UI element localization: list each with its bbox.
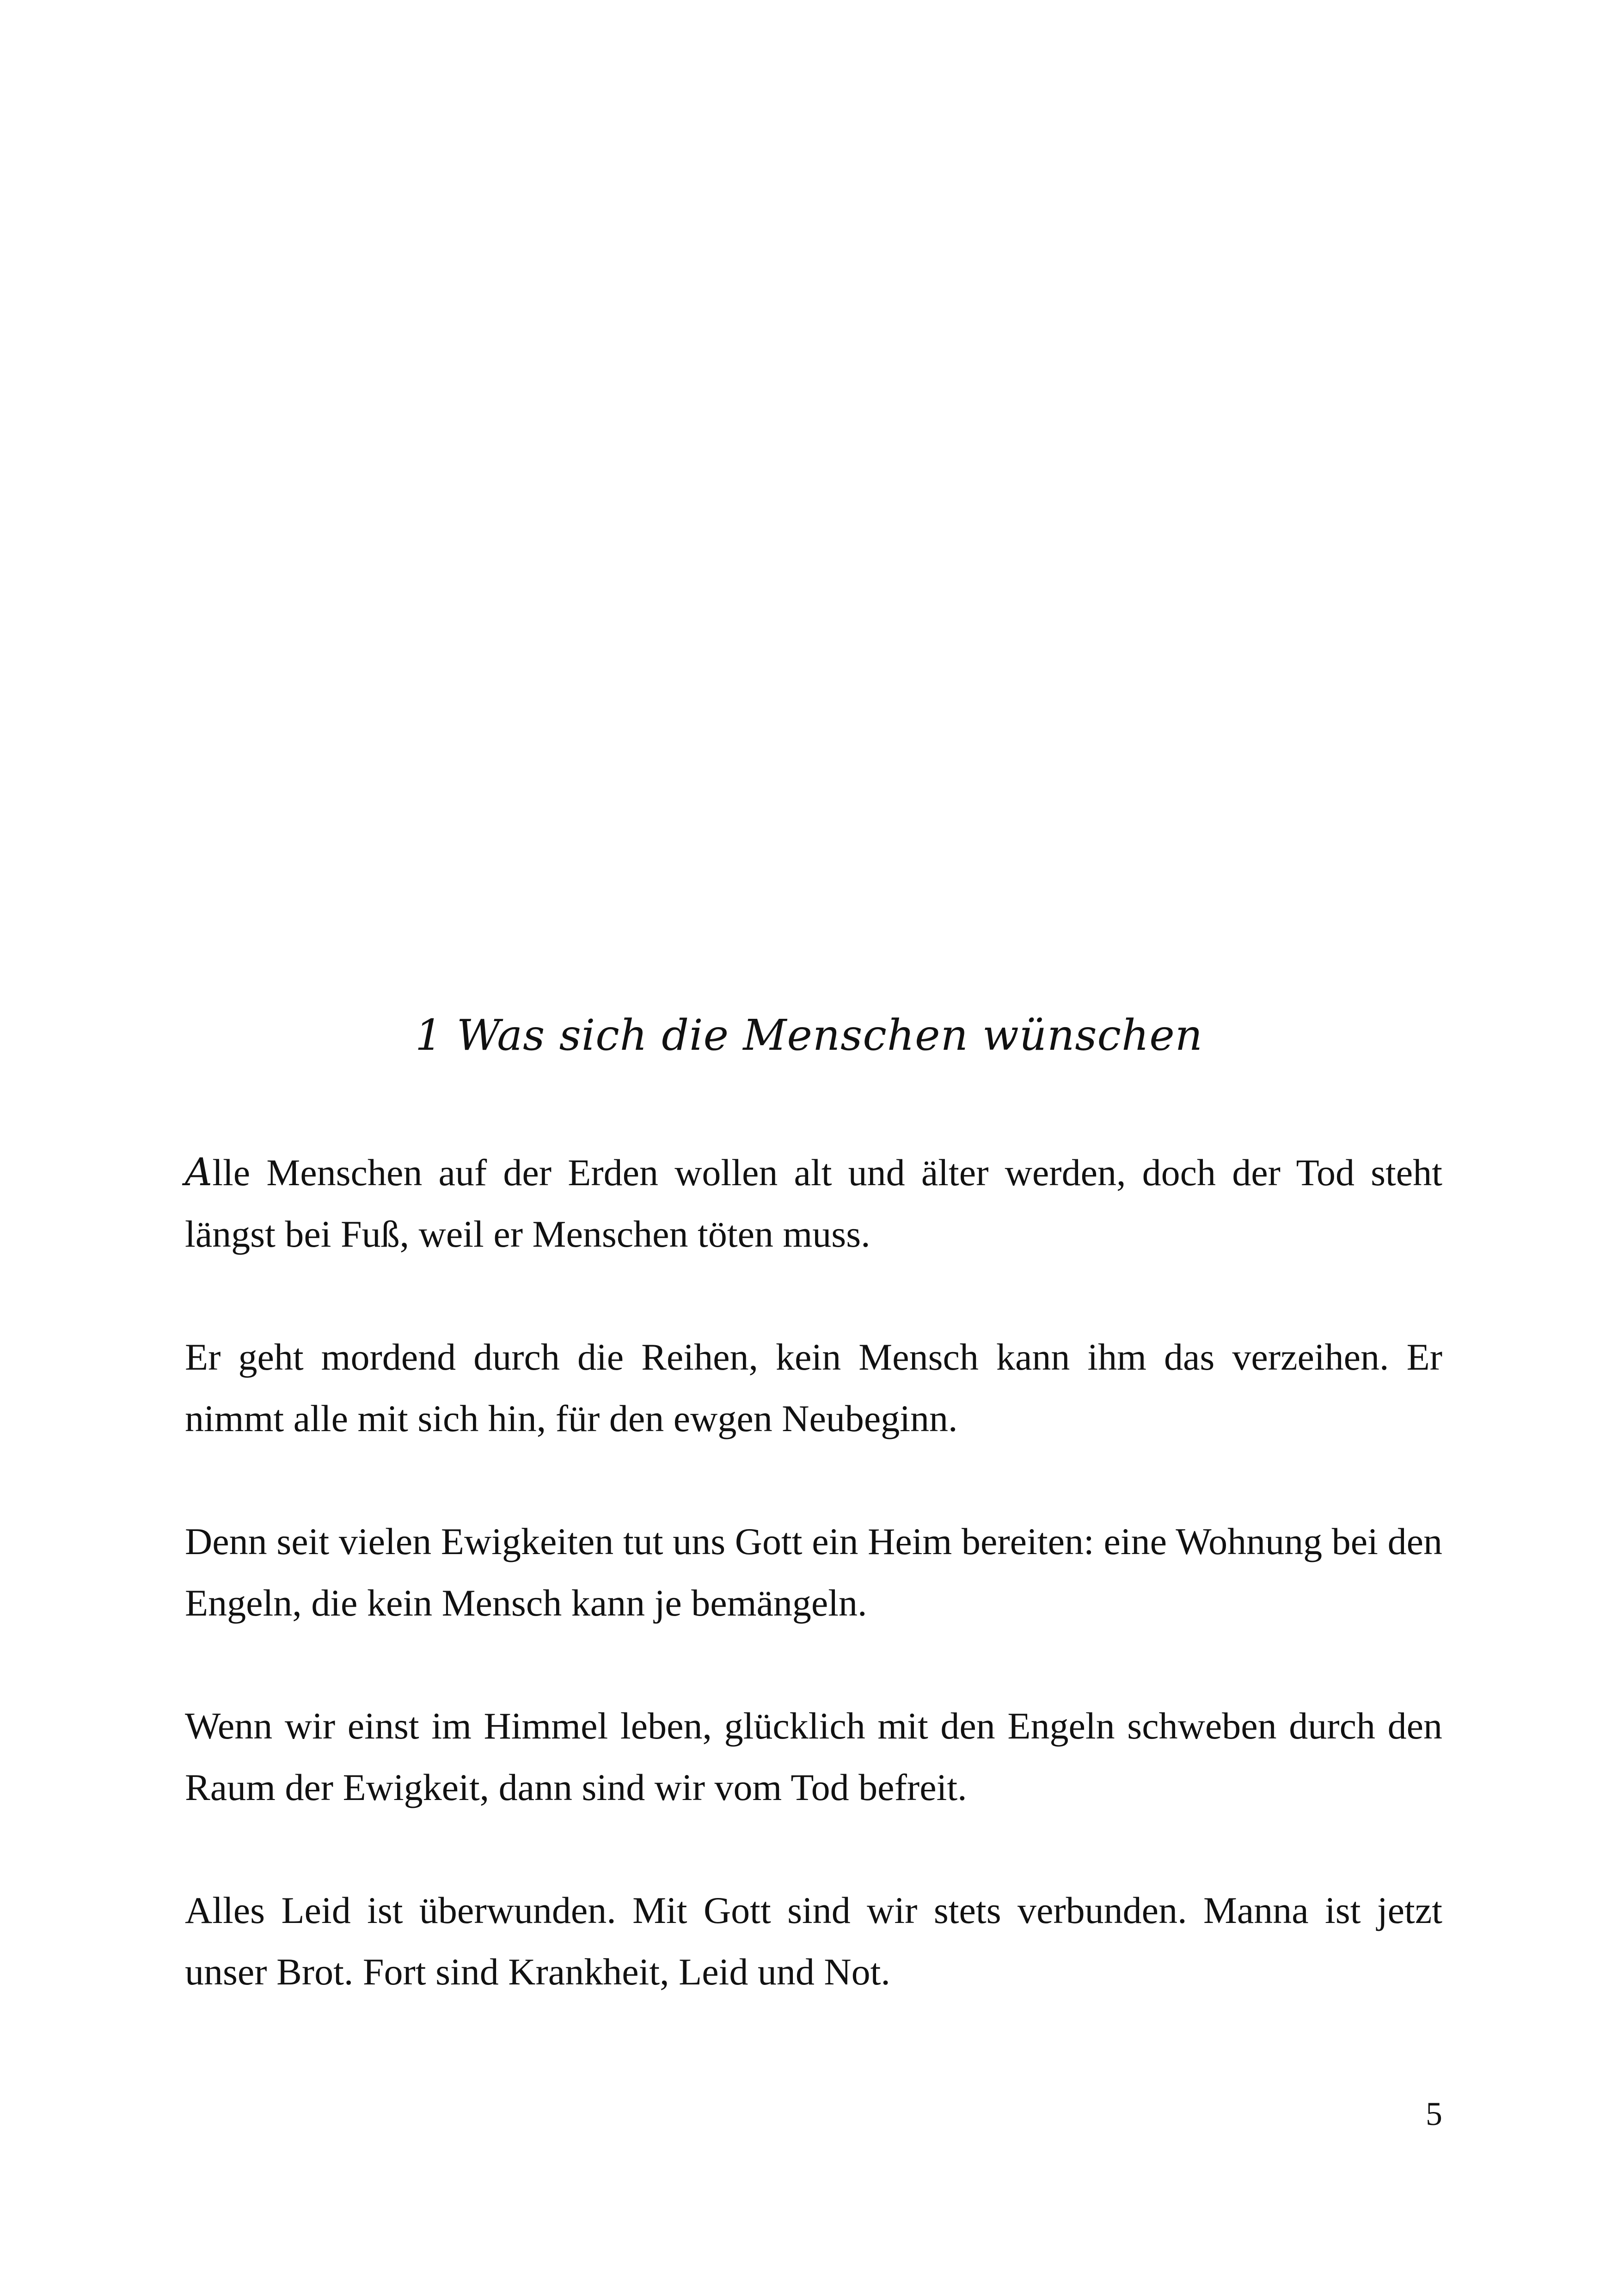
chapter-title: 1 Was sich die Menschen wünschen: [415, 1010, 1203, 1060]
stanza-4: Wenn wir einst im Himmel leben, glücklich mit den Engeln schweben durch den Raum der Ewigkeit, dann sind wir vom Tod befreit.: [185, 1705, 1442, 1808]
poem-body: [185, 1142, 1442, 2002]
stanza-1: [185, 1142, 1442, 1265]
decorative-initial: A: [185, 1151, 213, 1194]
stanza-5: Alles Leid ist überwunden. Mit Gott sind wir stets verbunden. Manna ist jetzt unser Brot. Fort sind Krankheit, Leid und Not.: [185, 1889, 1442, 1993]
stanza-3: Denn seit vielen Ewigkeiten tut uns Gott ein Heim bereiten: eine Wohnung bei den Engeln, die kein Mensch kann je bemängeln.: [185, 1520, 1442, 1624]
page-number: 5: [1426, 2095, 1442, 2132]
stanza-1-text: lle Menschen auf der Erden wollen alt und älter werden, doch der Tod steht längst bei Fuß, weil er Menschen töten muss.: [185, 1151, 1442, 1255]
stanza-2: Er geht mordend durch die Reihen, kein Mensch kann ihm das verzeihen. Er nimmt alle mit sich hin, für den ewgen Neubeginn.: [185, 1336, 1442, 1439]
